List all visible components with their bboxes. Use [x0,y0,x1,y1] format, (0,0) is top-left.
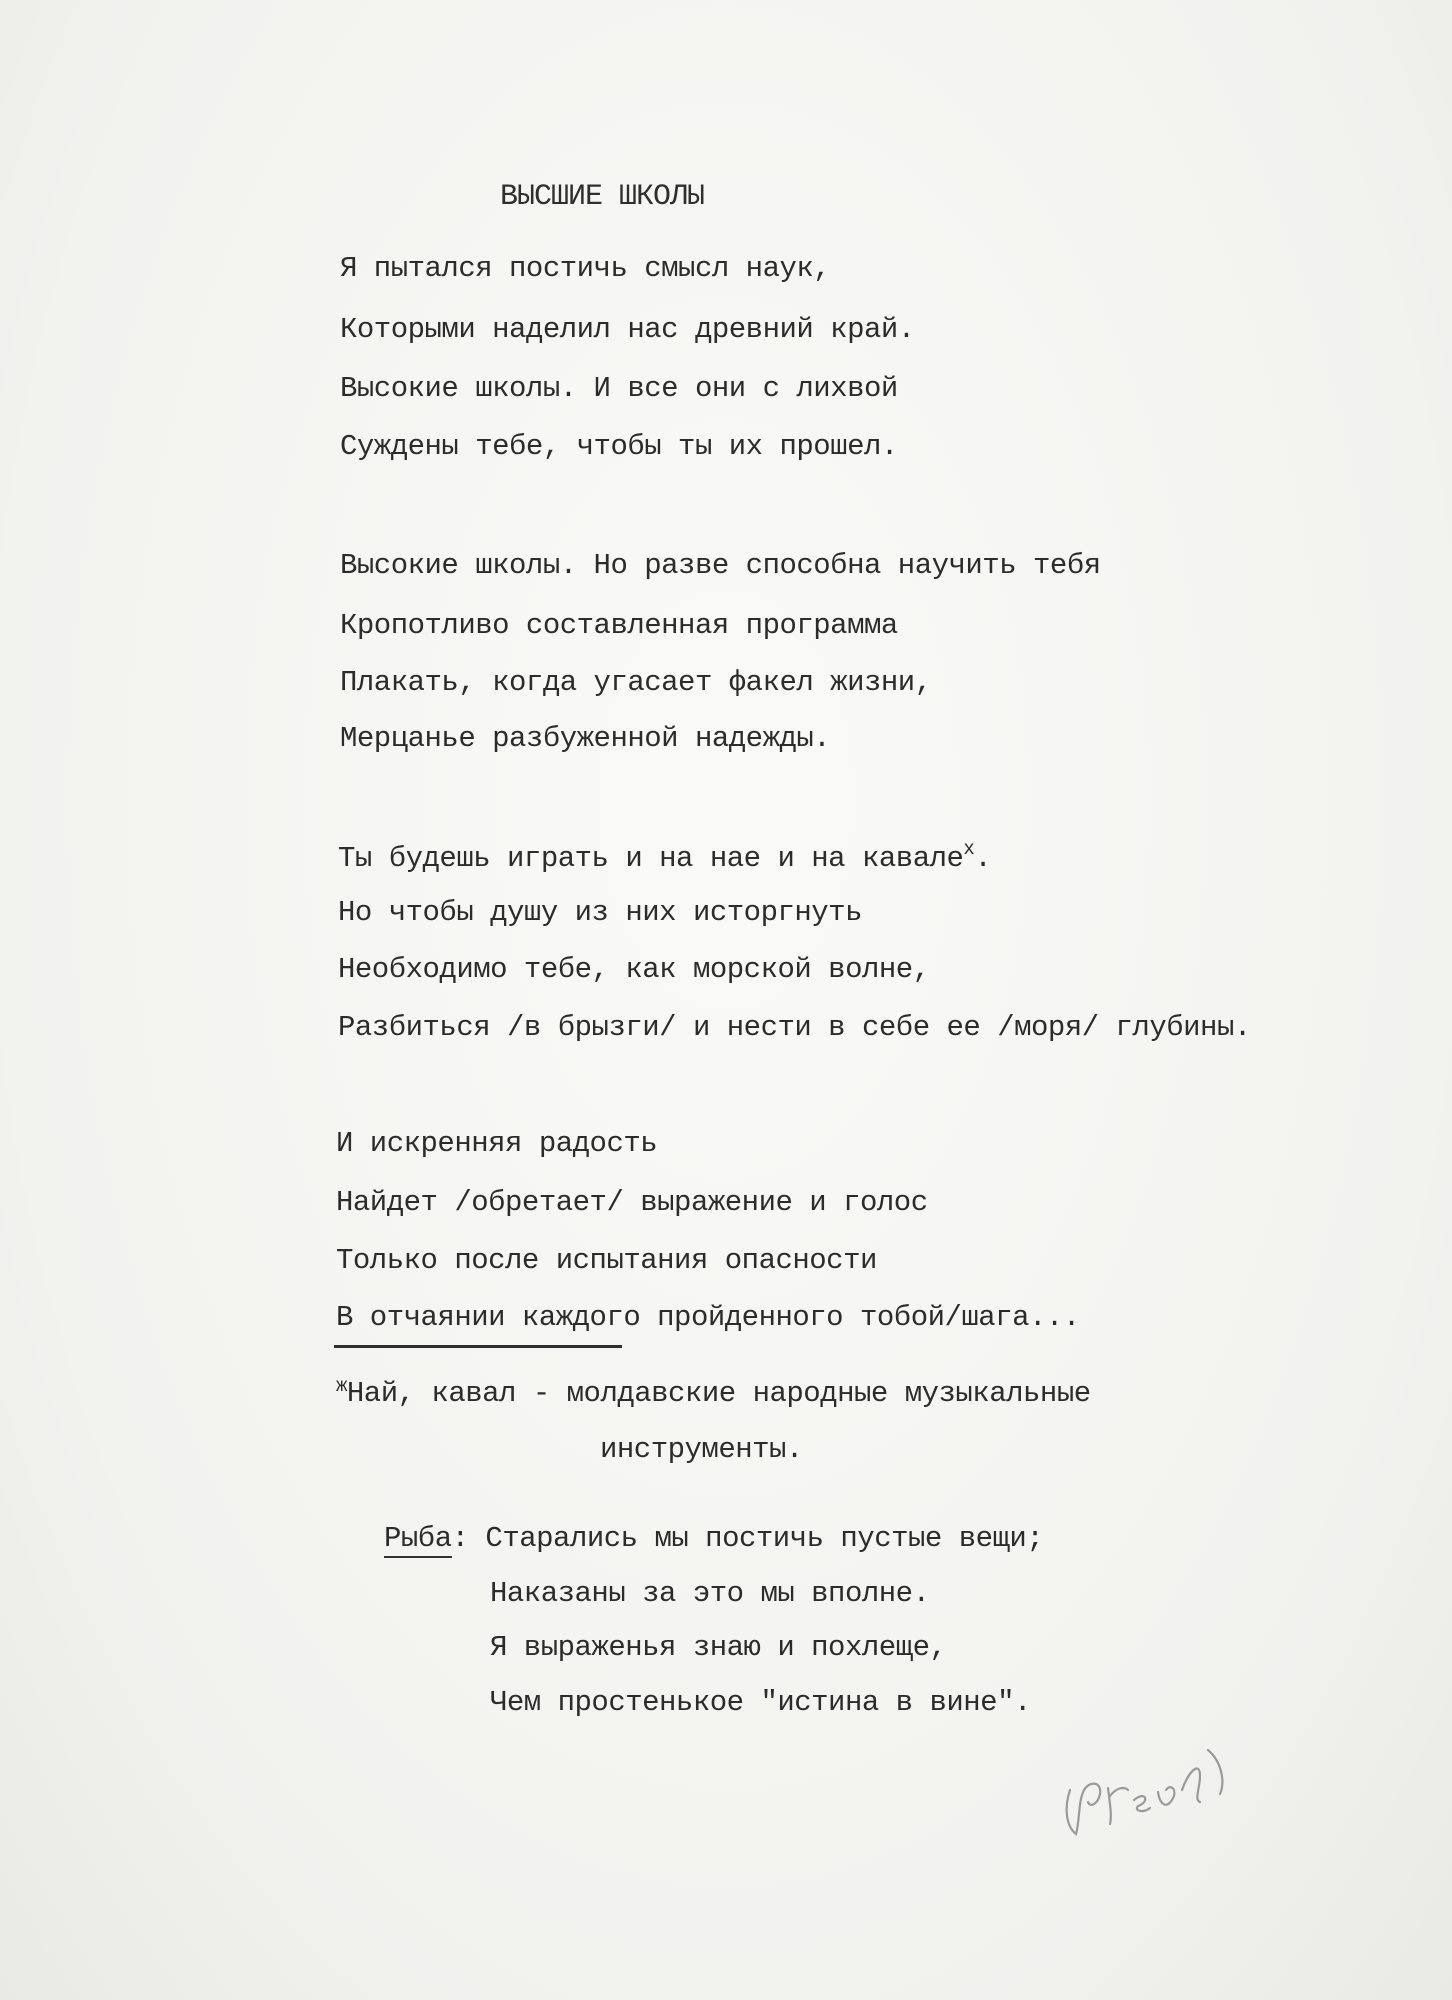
stanza1-line4: Суждены тебе, чтобы ты их прошел. [340,430,898,463]
addendum-line3: Я выраженья знаю и похлеще, [490,1631,947,1664]
poem-title: ВЫСШИЕ ШКОЛЫ [500,180,705,214]
footnote-reference: х [963,838,975,860]
addendum-colon: : [451,1522,469,1555]
footnote-mark: ж [336,1375,347,1397]
stanza3-line2: Но чтобы душу из них исторгнуть [338,896,862,929]
footnote-line1 [336,1375,1091,1410]
stanza1-line1: Я пытался постичь смысл наук, [340,252,831,285]
addendum-line4: Чем простенькое "истина в вине". [490,1686,1031,1719]
stanza2-line3: Плакать, когда угасает факел жизни, [340,666,932,699]
stanza3-line4: Разбиться /в брызги/ и нести в себе ее /моря/ глубины. [338,1011,1251,1044]
footnote-line1-text: Най, кавал - молдавские народные музыкальные [346,1377,1091,1410]
stanza2-line2: Кропотливо составленная программа [340,609,898,642]
stanza4-line2: Найдет /обретает/ выражение и голос [336,1186,928,1219]
footnote-rule [334,1345,622,1348]
stanza3-line3: Необходимо тебе, как морской волне, [338,953,930,986]
addendum-line1 [384,1522,1043,1555]
stanza4-line4: В отчаянии каждого пройденного тобой/шага... [336,1301,1080,1334]
addendum-line2: Наказаны за это мы вполне. [490,1577,930,1610]
handwritten-signature [1050,1730,1250,1850]
stanza2-line4: Мерцанье разбуженной надежды. [340,722,831,755]
stanza3-line1-text: Ты будешь играть и на нае и на кавале [338,842,964,875]
stanza4-line3: Только после испытания опасности [336,1244,877,1277]
stanza1-line2: Которыми наделил нас древний край. [340,313,915,346]
addendum-line1-text: Старались мы постичь пустые вещи; [468,1522,1044,1555]
stanza2-line1: Высокие школы. Но разве способна научить тебя [340,549,1101,582]
stanza3-line1 [338,838,991,875]
addendum-speaker: Рыба [384,1522,452,1558]
stanza3-line1-end: . [974,842,992,875]
footnote-line2: инструменты. [600,1433,803,1466]
stanza4-line1: И искренняя радость [336,1127,658,1160]
stanza1-line3: Высокие школы. И все они с лихвой [340,372,898,405]
